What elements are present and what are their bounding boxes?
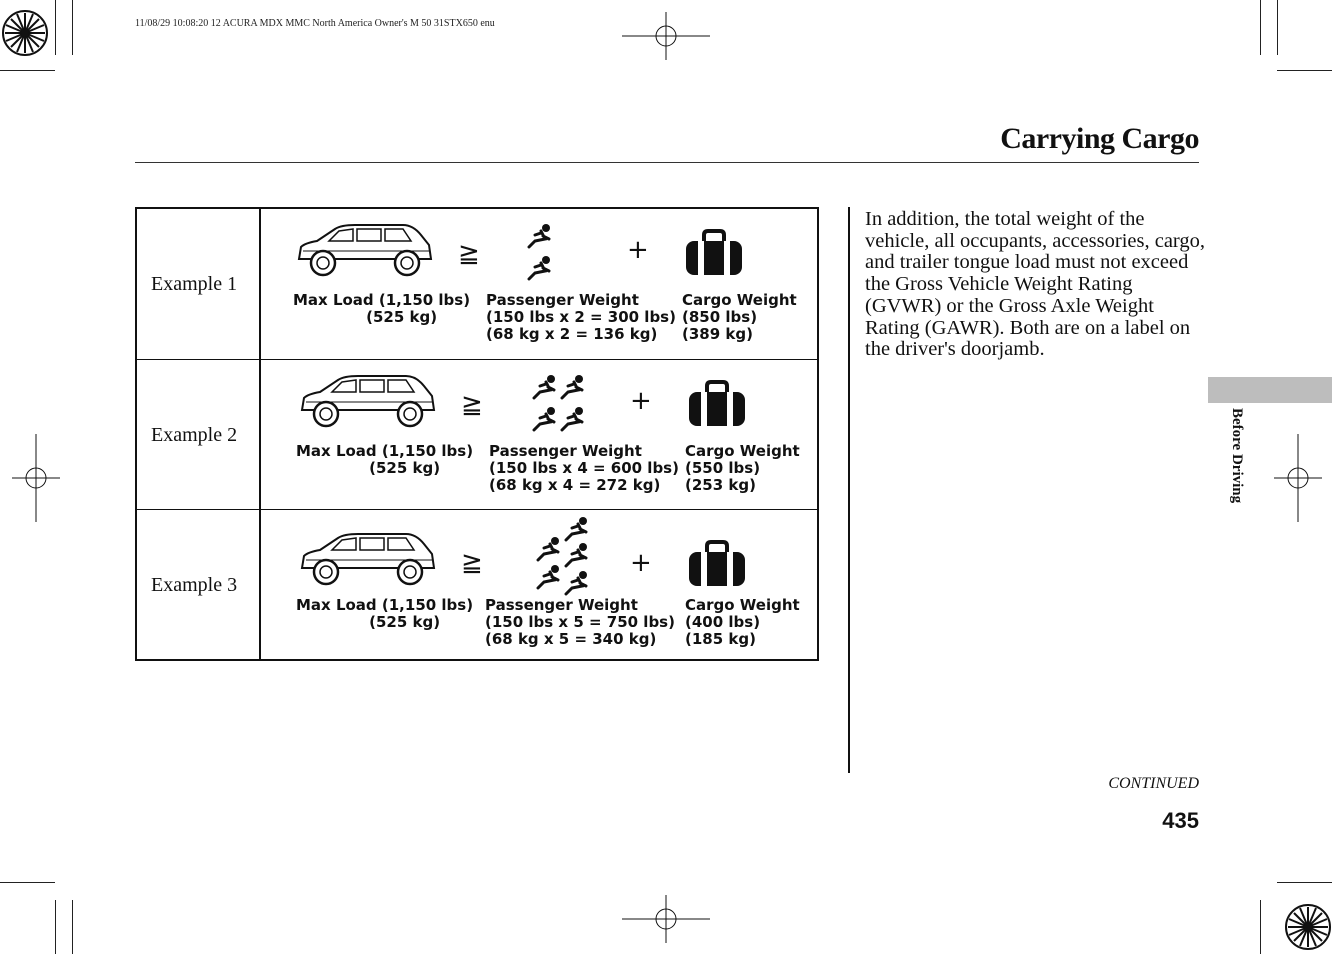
greater-equal-symbol: ≧ (458, 239, 480, 269)
cargo-weight-caption: Cargo Weight (400 lbs) (185 kg) (685, 596, 800, 648)
plus-symbol: + (627, 235, 649, 265)
cargo-bag-icon (687, 380, 747, 428)
registration-mark-icon (622, 12, 710, 60)
passenger-icon (534, 536, 562, 562)
column-rule (848, 207, 850, 773)
example-row (137, 209, 817, 359)
greater-equal-symbol: ≧ (461, 390, 483, 420)
passenger-group (502, 514, 602, 604)
passenger-icon (562, 516, 590, 542)
registration-mark-icon (12, 434, 60, 522)
cargo-examples-table (135, 207, 819, 661)
max-load-caption: Max Load (1,150 lbs) (525 kg) (296, 596, 474, 631)
registration-mark-icon (1274, 434, 1322, 522)
plus-symbol: + (630, 386, 652, 416)
registration-mark-icon (1283, 902, 1332, 952)
print-header: 11/08/29 10:08:20 12 ACURA MDX MMC North America Owner's M 50 31STX650 enu (135, 18, 495, 29)
section-tab-label: Before Driving (1229, 408, 1245, 504)
example-row (137, 359, 817, 510)
passenger-icon (534, 564, 562, 590)
passenger-weight-caption: Passenger Weight (150 lbs x 2 = 300 lbs) (68 kg x 2 = 136 kg) (486, 291, 676, 343)
title-rule (135, 162, 1199, 163)
cargo-illustration (687, 540, 747, 593)
passenger-icon (530, 374, 558, 400)
car-icon (298, 372, 438, 428)
vehicle-illustration (298, 372, 438, 433)
cargo-weight-caption: Cargo Weight (550 lbs) (253 kg) (685, 442, 800, 494)
plus-symbol: + (630, 548, 652, 578)
cargo-illustration (687, 380, 747, 433)
registration-mark-icon (0, 8, 50, 58)
cargo-bag-icon (687, 540, 747, 588)
example-label: Example 2 (151, 424, 238, 446)
max-load-caption: Max Load (1,150 lbs) (525 kg) (293, 291, 471, 326)
cargo-weight-caption: Cargo Weight (850 lbs) (389 kg) (682, 291, 797, 343)
body-paragraph: In addition, the total weight of the vehicle, all occupants, accessories, cargo, and trailer tongue load must not exceed the Gross Vehicle Weight Rating (GVWR) or the Gross Axle Weight Rating (GAWR). Both are on a label on the driver's doorjamb. (865, 208, 1206, 361)
registration-mark-icon (622, 895, 710, 943)
continued-label: CONTINUED (1108, 775, 1199, 792)
passenger-icon (558, 374, 586, 400)
example-label: Example 3 (151, 574, 238, 596)
example-row (137, 509, 817, 660)
passenger-icon (562, 570, 590, 596)
section-tab (1208, 377, 1332, 403)
vehicle-illustration (295, 221, 435, 282)
greater-equal-symbol: ≧ (461, 548, 483, 578)
example-label: Example 1 (151, 273, 238, 295)
passenger-icon (530, 406, 558, 432)
passenger-icon (558, 406, 586, 432)
car-icon (298, 530, 438, 586)
vehicle-illustration (298, 530, 438, 591)
cargo-illustration (684, 229, 744, 282)
passenger-weight-caption: Passenger Weight (150 lbs x 5 = 750 lbs) (68 kg x 5 = 340 kg) (485, 596, 675, 648)
page-title: Carrying Cargo (1000, 122, 1199, 155)
passenger-icon (525, 255, 553, 281)
page-number: 435 (1162, 808, 1199, 833)
passenger-icon (525, 223, 553, 249)
passenger-icon (562, 542, 590, 568)
passenger-weight-caption: Passenger Weight (150 lbs x 4 = 600 lbs) (68 kg x 4 = 272 kg) (489, 442, 679, 494)
cargo-bag-icon (684, 229, 744, 277)
max-load-caption: Max Load (1,150 lbs) (525 kg) (296, 442, 474, 477)
car-icon (295, 221, 435, 277)
